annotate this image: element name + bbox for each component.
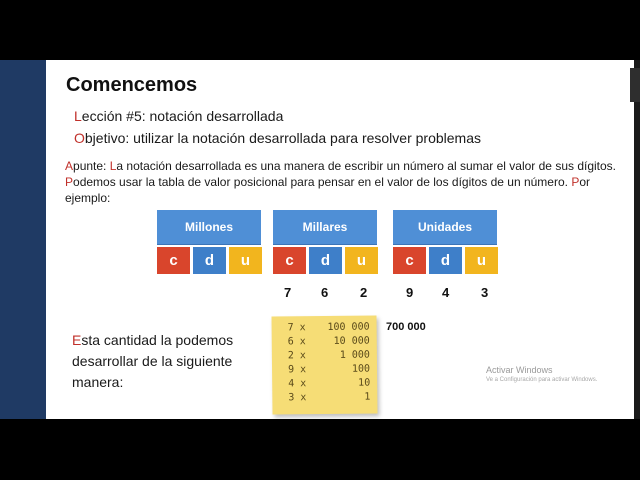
expansion-row xyxy=(288,364,372,379)
slide-left-band xyxy=(0,60,46,419)
group-header-millares: Millares xyxy=(273,210,377,244)
place-value: 10 xyxy=(358,377,371,389)
slide-title: Comencemos xyxy=(66,74,198,96)
apunte-p-text: odemos usar la tabla de valor posicional para pensar en el valor de los dígitos de un número. xyxy=(73,175,572,189)
place-value-group-millones xyxy=(157,210,261,274)
windows-activation-watermark-subtitle: Ve a Configuración para activar Windows. xyxy=(486,377,598,383)
times-sign: x xyxy=(299,364,307,376)
digit-1: 7 xyxy=(284,285,292,300)
windows-activation-watermark-title: Activar Windows xyxy=(486,365,553,375)
cell-unidades: u xyxy=(229,247,262,274)
scrollbar-thumb[interactable] xyxy=(630,68,640,102)
times-sign: x xyxy=(299,322,306,334)
expansion-digit: 9 xyxy=(287,364,295,376)
expansion-row xyxy=(288,392,372,407)
lesson-initial: L xyxy=(74,108,82,124)
cell-decenas: d xyxy=(429,247,462,274)
apunte-l-text: a notación desarrollada es una manera de escribir un número al sumar el valor de sus dígitos. xyxy=(116,159,617,173)
times-sign: x xyxy=(300,378,307,390)
apunte-l-initial: L xyxy=(109,159,117,173)
times-sign: x xyxy=(299,350,306,362)
digit-2: 6 xyxy=(321,285,329,300)
objective-initial: O xyxy=(74,130,85,146)
expansion-row xyxy=(288,322,372,337)
expansion-intro-text xyxy=(72,330,262,393)
result-value: 700 000 xyxy=(386,321,426,333)
expansion-text: sta cantidad la podemos desarrollar de la siguiente manera: xyxy=(72,332,234,390)
place-value: 1 000 xyxy=(339,349,370,361)
objective-line xyxy=(74,130,481,146)
digit-4: 9 xyxy=(406,285,414,300)
times-sign: x xyxy=(300,392,307,404)
window-right-edge xyxy=(634,60,640,419)
expansion-digit: 3 xyxy=(288,392,295,404)
expansion-digit: 4 xyxy=(288,378,295,390)
expansion-initial: E xyxy=(72,332,82,348)
apunte-a-initial: A xyxy=(65,159,74,173)
cell-unidades: u xyxy=(465,247,498,274)
cell-unidades: u xyxy=(345,247,378,274)
apunte-a-text: punte: xyxy=(73,159,110,173)
apunte-por-initial: P xyxy=(571,175,580,189)
expansion-digit: 2 xyxy=(287,350,294,362)
slide xyxy=(0,60,640,419)
apunte-p-initial: P xyxy=(65,175,74,189)
lesson-line xyxy=(74,108,283,124)
expansion-row xyxy=(288,336,372,351)
apunte-por-text: or ejemplo: xyxy=(65,175,591,205)
cell-decenas: d xyxy=(193,247,226,274)
apunte-paragraph xyxy=(65,158,630,206)
digit-5: 4 xyxy=(442,285,450,300)
digit-6: 3 xyxy=(481,285,489,300)
expansion-row xyxy=(288,350,372,365)
place-value-group-millares xyxy=(273,210,377,274)
group-header-millones: Millones xyxy=(157,210,261,244)
cell-centenas: c xyxy=(157,247,190,274)
group-header-unidades: Unidades xyxy=(393,210,497,244)
expansion-digit: 6 xyxy=(287,336,294,348)
lesson-text: ección #5: notación desarrollada xyxy=(81,108,284,124)
place-value: 100 000 xyxy=(327,321,370,333)
cell-centenas: c xyxy=(393,247,426,274)
digit-3: 2 xyxy=(360,285,368,300)
place-value: 100 xyxy=(351,363,371,375)
place-value-group-unidades xyxy=(393,210,497,274)
expansion-digit: 7 xyxy=(287,322,294,334)
objective-text: bjetivo: utilizar la notación desarrollada para resolver problemas xyxy=(84,130,481,146)
sticky-note-expansion xyxy=(271,315,377,414)
cell-centenas: c xyxy=(273,247,306,274)
place-value: 10 000 xyxy=(333,335,370,347)
expansion-row xyxy=(288,378,372,393)
cell-decenas: d xyxy=(309,247,342,274)
place-value: 1 xyxy=(364,391,371,403)
times-sign: x xyxy=(299,336,306,348)
